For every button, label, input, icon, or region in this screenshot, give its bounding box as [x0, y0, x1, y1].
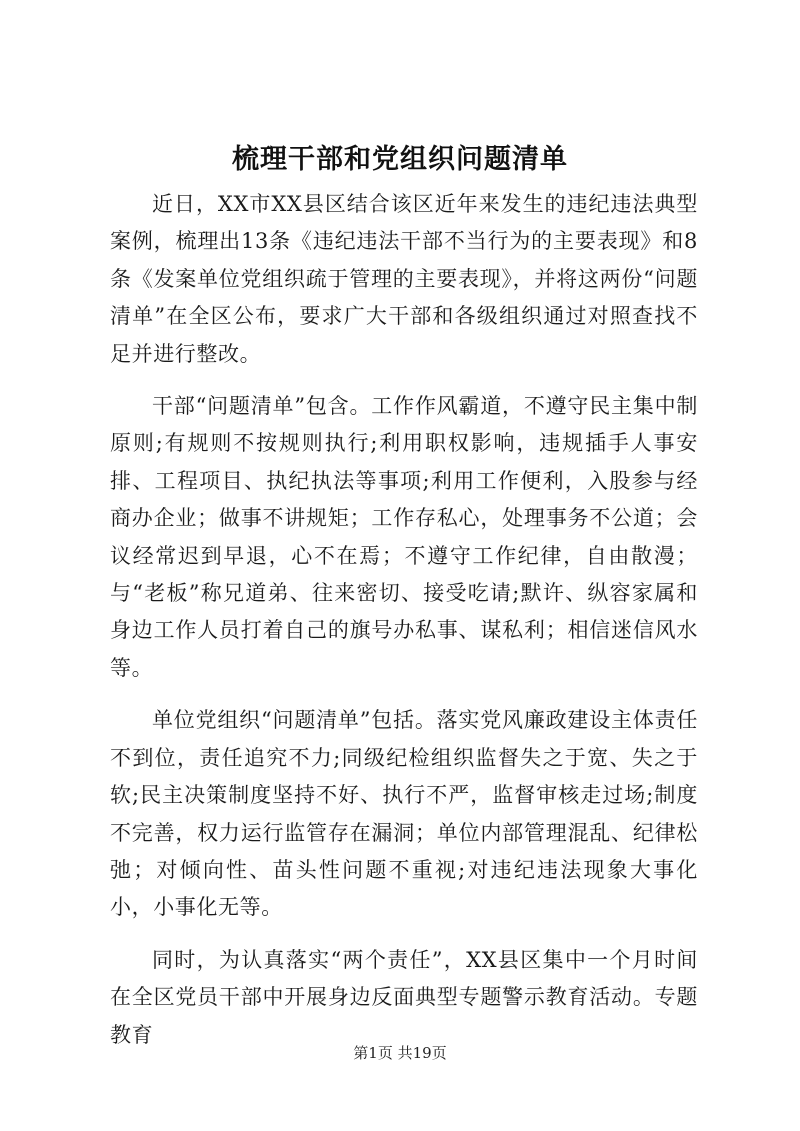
document-body: [110, 186, 698, 1069]
page-footer: 第1页 共19页: [353, 1044, 447, 1062]
paragraph-intro: 近日，XX市XX县区结合该区近年来发生的违纪违法典型案例，梳理出13条《违纪违法干部不当行为的主要表现》和8条《发案单位党组织疏于管理的主要表现》，并将这两份“问题清单”在全区公布，要求广大干部和各级组织通过对照查找不足并进行整改。: [110, 192, 698, 366]
document-title: 梳理干部和党组织问题清单: [232, 144, 568, 175]
paragraph-education-activity: 同时，为认真落实“两个责任”，XX县区集中一个月时间在全区党员干部中开展身边反面典型专题警示教育活动。专题教育: [110, 947, 698, 1047]
paragraph-cadre-issues: 干部“问题清单”包含。工作作风霸道，不遵守民主集中制原则;有规则不按规则执行;利用职权影响，违规插手人事安排、工程项目、执纪执法等事项;利用工作便利，入股参与经商办企业；做事不讲规矩；工作存私心，处理事务不公道；会议经常迟到早退，心不在焉；不遵守工作纪律，自由散漫；与“老板”称兄道弟、往来密切、接受吃请;默许、纵容家属和身边工作人员打着自己的旗号办私事、谋私利；相信迷信风水等。: [110, 394, 698, 680]
paragraph-party-org-issues: 单位党组织“问题清单”包括。落实党风廉政建设主体责任不到位，责任追究不力;同级纪检组织监督失之于宽、失之于软;民主决策制度坚持不好、执行不严，监督审核走过场;制度不完善，权力运行监管存在漏洞；单位内部管理混乱、纪律松弛；对倾向性、苗头性问题不重视;对违纪违法现象大事化小，小事化无等。: [110, 708, 698, 920]
